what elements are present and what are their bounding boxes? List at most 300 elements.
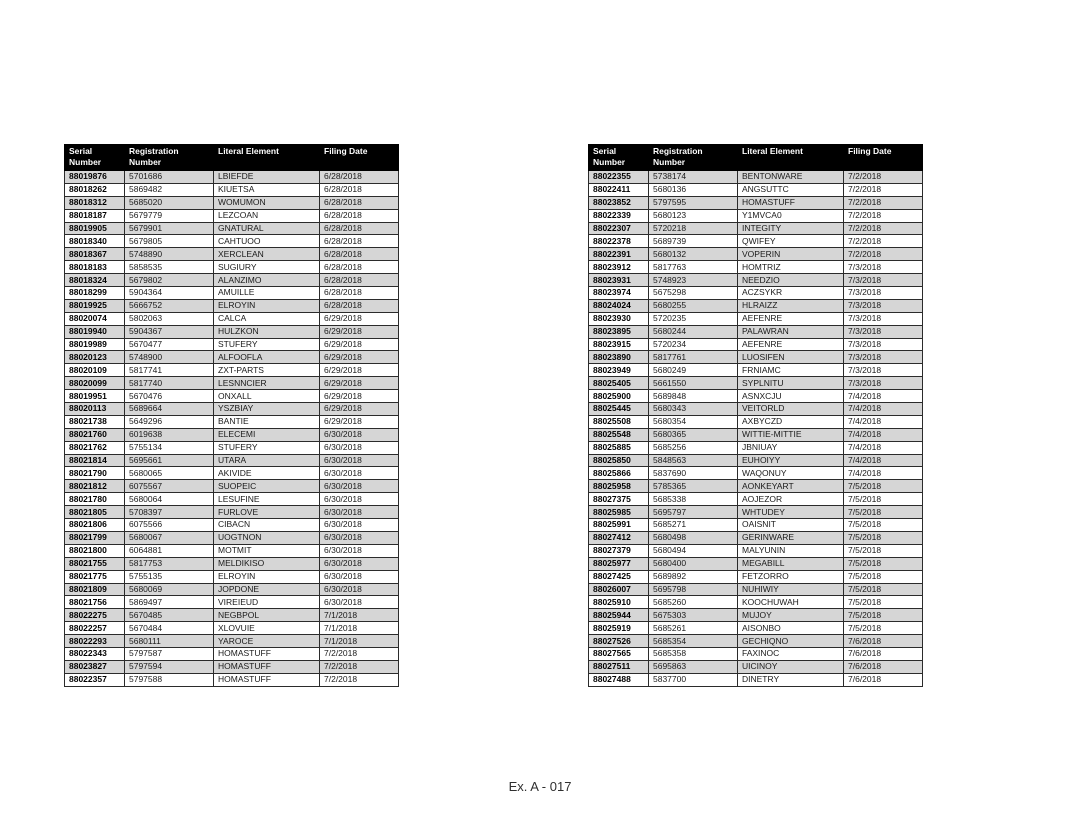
- table-row: [589, 209, 923, 222]
- table-cell: 88022357: [65, 673, 125, 686]
- table-cell: 88025508: [589, 415, 649, 428]
- table-cell: 88022355: [589, 171, 649, 184]
- table-cell: HLRAIZZ: [738, 299, 844, 312]
- table-cell: 5720234: [649, 338, 738, 351]
- table-cell: ACZSYKR: [738, 287, 844, 300]
- table-cell: 88025944: [589, 609, 649, 622]
- table-cell: VEITORLD: [738, 403, 844, 416]
- table-cell: AMUILLE: [214, 287, 320, 300]
- table-cell: 5701686: [125, 171, 214, 184]
- table-cell: 5837690: [649, 467, 738, 480]
- table-cell: 5680343: [649, 403, 738, 416]
- table-cell: 88019940: [65, 325, 125, 338]
- table-cell: OAISNIT: [738, 519, 844, 532]
- table-row: [65, 390, 399, 403]
- table-row: [65, 403, 399, 416]
- table-row: [589, 557, 923, 570]
- table-row: [589, 248, 923, 261]
- table-cell: 5680255: [649, 299, 738, 312]
- table-cell: 5708397: [125, 506, 214, 519]
- table-cell: 5670485: [125, 609, 214, 622]
- table-cell: INTEGITY: [738, 222, 844, 235]
- table-row: [65, 493, 399, 506]
- table-cell: JBNIUAY: [738, 441, 844, 454]
- table-cell: 7/3/2018: [844, 274, 923, 287]
- table-row: [65, 622, 399, 635]
- table-row: [589, 312, 923, 325]
- table-cell: 88018299: [65, 287, 125, 300]
- table-row: [589, 454, 923, 467]
- table-cell: 5680136: [649, 183, 738, 196]
- table-cell: 6/30/2018: [320, 480, 399, 493]
- table-cell: EUHOIYY: [738, 454, 844, 467]
- table-cell: 6/29/2018: [320, 415, 399, 428]
- table-cell: 88018340: [65, 235, 125, 248]
- table-cell: 5661550: [649, 377, 738, 390]
- table-cell: 7/3/2018: [844, 377, 923, 390]
- table-row: [65, 299, 399, 312]
- table-cell: 6/28/2018: [320, 196, 399, 209]
- table-cell: 6/29/2018: [320, 325, 399, 338]
- table-cell: 6/29/2018: [320, 403, 399, 416]
- table-cell: 5748923: [649, 274, 738, 287]
- table-cell: 5685020: [125, 196, 214, 209]
- table-cell: FETZORRO: [738, 570, 844, 583]
- table-cell: WITTIE-MITTIE: [738, 428, 844, 441]
- table-cell: 5797588: [125, 673, 214, 686]
- table-cell: 6/30/2018: [320, 428, 399, 441]
- table-cell: 88022275: [65, 609, 125, 622]
- table-row: [65, 673, 399, 686]
- table-cell: 7/2/2018: [844, 209, 923, 222]
- table-cell: GERINWARE: [738, 531, 844, 544]
- table-cell: 5689892: [649, 570, 738, 583]
- table-cell: UICINOY: [738, 660, 844, 673]
- column-header: Filing Date: [320, 145, 399, 171]
- table-cell: 7/4/2018: [844, 454, 923, 467]
- table-row: [65, 415, 399, 428]
- table-row: [589, 325, 923, 338]
- table-cell: 5685338: [649, 493, 738, 506]
- column-header: Literal Element: [738, 145, 844, 171]
- table-row: [65, 171, 399, 184]
- table-cell: 7/5/2018: [844, 519, 923, 532]
- table-cell: 88023890: [589, 351, 649, 364]
- table-row: [589, 583, 923, 596]
- table-cell: KOOCHUWAH: [738, 596, 844, 609]
- table-cell: 5685271: [649, 519, 738, 532]
- table-cell: 5680064: [125, 493, 214, 506]
- column-header: Filing Date: [844, 145, 923, 171]
- table-cell: 88022307: [589, 222, 649, 235]
- table-cell: 5680249: [649, 364, 738, 377]
- table-row: [65, 609, 399, 622]
- table-cell: 88025866: [589, 467, 649, 480]
- table-cell: WAQONUY: [738, 467, 844, 480]
- table-cell: 5755135: [125, 570, 214, 583]
- table-cell: 88027375: [589, 493, 649, 506]
- table-cell: 7/3/2018: [844, 364, 923, 377]
- table-row: [589, 609, 923, 622]
- table-cell: 5685354: [649, 635, 738, 648]
- table-cell: 6/30/2018: [320, 596, 399, 609]
- table-row: [65, 480, 399, 493]
- table-cell: 88027425: [589, 570, 649, 583]
- table-cell: UOGTNON: [214, 531, 320, 544]
- table-cell: 88023912: [589, 261, 649, 274]
- table-row: [65, 235, 399, 248]
- table-row: [65, 325, 399, 338]
- table-cell: 88022378: [589, 235, 649, 248]
- table-row: [65, 506, 399, 519]
- table-cell: 88019951: [65, 390, 125, 403]
- table-row: [589, 299, 923, 312]
- table-cell: 88021760: [65, 428, 125, 441]
- table-cell: 7/5/2018: [844, 622, 923, 635]
- table-cell: 5904364: [125, 287, 214, 300]
- table-row: [65, 428, 399, 441]
- table-row: [65, 467, 399, 480]
- table-cell: 5848563: [649, 454, 738, 467]
- table-cell: 5720218: [649, 222, 738, 235]
- table-cell: 88021755: [65, 557, 125, 570]
- table-cell: 7/4/2018: [844, 415, 923, 428]
- table-cell: 7/2/2018: [844, 248, 923, 261]
- table-cell: 7/2/2018: [320, 660, 399, 673]
- table-cell: 6/30/2018: [320, 570, 399, 583]
- table-cell: ANGSUTTC: [738, 183, 844, 196]
- table-cell: 5695798: [649, 583, 738, 596]
- table-row: [589, 390, 923, 403]
- table-row: [65, 377, 399, 390]
- table-cell: 6/28/2018: [320, 261, 399, 274]
- table-row: [589, 351, 923, 364]
- table-row: [589, 635, 923, 648]
- table-cell: 7/5/2018: [844, 557, 923, 570]
- table-cell: 5680498: [649, 531, 738, 544]
- table-cell: QWIFEY: [738, 235, 844, 248]
- table-cell: 7/3/2018: [844, 287, 923, 300]
- table-cell: 5670477: [125, 338, 214, 351]
- table-row: [589, 519, 923, 532]
- table-cell: HOMASTUFF: [738, 196, 844, 209]
- table-cell: DINETRY: [738, 673, 844, 686]
- table-cell: 5869482: [125, 183, 214, 196]
- table-cell: SUGIURY: [214, 261, 320, 274]
- table-cell: STUFERY: [214, 441, 320, 454]
- table-row: [65, 209, 399, 222]
- table-row: [589, 235, 923, 248]
- column-header: Registration Number: [125, 145, 214, 171]
- table-row: [589, 428, 923, 441]
- table-row: [65, 261, 399, 274]
- table-cell: MUJOY: [738, 609, 844, 622]
- table-cell: 7/2/2018: [320, 647, 399, 660]
- table-row: [65, 248, 399, 261]
- table-cell: 5675303: [649, 609, 738, 622]
- table-row: [65, 660, 399, 673]
- table-cell: 7/3/2018: [844, 325, 923, 338]
- table-cell: 5689848: [649, 390, 738, 403]
- table-cell: 6/30/2018: [320, 441, 399, 454]
- table-cell: 88021814: [65, 454, 125, 467]
- table-row: [65, 287, 399, 300]
- table-cell: 88018367: [65, 248, 125, 261]
- table-cell: 6/29/2018: [320, 390, 399, 403]
- table-cell: 5904367: [125, 325, 214, 338]
- table-cell: YSZBIAY: [214, 403, 320, 416]
- table-row: [589, 467, 923, 480]
- table-cell: 5817740: [125, 377, 214, 390]
- table-cell: 88022339: [589, 209, 649, 222]
- table-row: [589, 183, 923, 196]
- table-cell: 88022293: [65, 635, 125, 648]
- table-cell: 5689664: [125, 403, 214, 416]
- table-cell: 5802063: [125, 312, 214, 325]
- table-cell: 5675298: [649, 287, 738, 300]
- table-cell: 88021762: [65, 441, 125, 454]
- table-row: [589, 673, 923, 686]
- table-row: [65, 196, 399, 209]
- table-cell: 5695661: [125, 454, 214, 467]
- table-cell: 7/2/2018: [844, 196, 923, 209]
- table-cell: 7/5/2018: [844, 531, 923, 544]
- table-cell: XLOVUIE: [214, 622, 320, 635]
- table-cell: JOPDONE: [214, 583, 320, 596]
- table-cell: 7/1/2018: [320, 635, 399, 648]
- table-cell: 5755134: [125, 441, 214, 454]
- table-cell: 7/5/2018: [844, 506, 923, 519]
- table-cell: AEFENRE: [738, 338, 844, 351]
- table-cell: Y1MVCA0: [738, 209, 844, 222]
- column-header: Serial Number: [589, 145, 649, 171]
- table-cell: 6064881: [125, 544, 214, 557]
- table-row: [65, 635, 399, 648]
- table-row: [65, 570, 399, 583]
- table-row: [65, 183, 399, 196]
- table-cell: 5685261: [649, 622, 738, 635]
- table-row: [65, 222, 399, 235]
- table-cell: 7/3/2018: [844, 338, 923, 351]
- table-cell: ASNXCJU: [738, 390, 844, 403]
- table-cell: 88020123: [65, 351, 125, 364]
- table-row: [65, 338, 399, 351]
- table-cell: FRNIAMC: [738, 364, 844, 377]
- table-row: [65, 454, 399, 467]
- table-cell: 5695797: [649, 506, 738, 519]
- table-cell: 5748900: [125, 351, 214, 364]
- table-cell: 5797595: [649, 196, 738, 209]
- table-cell: 7/5/2018: [844, 609, 923, 622]
- table-cell: NUHIWIY: [738, 583, 844, 596]
- table-row: [589, 261, 923, 274]
- table-cell: CIBACN: [214, 519, 320, 532]
- table-cell: 7/5/2018: [844, 583, 923, 596]
- table-cell: 7/2/2018: [844, 171, 923, 184]
- table-row: [65, 441, 399, 454]
- table-cell: 88018183: [65, 261, 125, 274]
- table-cell: 7/6/2018: [844, 635, 923, 648]
- table-cell: MALYUNIN: [738, 544, 844, 557]
- table-cell: 5685358: [649, 647, 738, 660]
- table-cell: 7/4/2018: [844, 467, 923, 480]
- table-cell: ELECEMI: [214, 428, 320, 441]
- table-cell: 5738174: [649, 171, 738, 184]
- table-cell: GECHIQNO: [738, 635, 844, 648]
- table-row: [65, 351, 399, 364]
- table-cell: 7/2/2018: [844, 222, 923, 235]
- table-cell: 88027412: [589, 531, 649, 544]
- table-cell: 6/28/2018: [320, 183, 399, 196]
- table-cell: AOJEZOR: [738, 493, 844, 506]
- table-cell: 88024024: [589, 299, 649, 312]
- table-cell: 6/30/2018: [320, 557, 399, 570]
- table-cell: 88027379: [589, 544, 649, 557]
- trademark-table-right: [588, 144, 906, 687]
- table-cell: 88022343: [65, 647, 125, 660]
- table-cell: 88018312: [65, 196, 125, 209]
- table-cell: MOTMIT: [214, 544, 320, 557]
- table-row: [589, 596, 923, 609]
- table-cell: 88021780: [65, 493, 125, 506]
- table-cell: 6/28/2018: [320, 222, 399, 235]
- table-cell: ALANZIMO: [214, 274, 320, 287]
- table-cell: 5680067: [125, 531, 214, 544]
- table-cell: AXBYCZD: [738, 415, 844, 428]
- table-cell: 5679779: [125, 209, 214, 222]
- table-cell: WOMUMON: [214, 196, 320, 209]
- table-cell: 7/1/2018: [320, 609, 399, 622]
- table-cell: 88027511: [589, 660, 649, 673]
- table-cell: ONXALL: [214, 390, 320, 403]
- table-row: [65, 519, 399, 532]
- table-cell: 5649296: [125, 415, 214, 428]
- table-cell: UTARA: [214, 454, 320, 467]
- table-row: [65, 557, 399, 570]
- table-cell: HULZKON: [214, 325, 320, 338]
- table-cell: 5720235: [649, 312, 738, 325]
- table-row: [65, 647, 399, 660]
- table-cell: 5858535: [125, 261, 214, 274]
- table-row: [589, 196, 923, 209]
- table-cell: 88025405: [589, 377, 649, 390]
- table-cell: HOMTRIZ: [738, 261, 844, 274]
- table-cell: 5680111: [125, 635, 214, 648]
- table-cell: NEGBPOL: [214, 609, 320, 622]
- table-cell: 88025985: [589, 506, 649, 519]
- table-cell: 88023930: [589, 312, 649, 325]
- table-cell: YAROCE: [214, 635, 320, 648]
- table-cell: 6/30/2018: [320, 583, 399, 596]
- table-cell: 88022411: [589, 183, 649, 196]
- column-header: Registration Number: [649, 145, 738, 171]
- table-cell: 88021756: [65, 596, 125, 609]
- table-row: [65, 583, 399, 596]
- column-header: Serial Number: [65, 145, 125, 171]
- table-cell: 88019925: [65, 299, 125, 312]
- table-row: [65, 544, 399, 557]
- table-cell: SYPLNITU: [738, 377, 844, 390]
- table-row: [589, 222, 923, 235]
- table-cell: 88027526: [589, 635, 649, 648]
- table-cell: 7/4/2018: [844, 441, 923, 454]
- table-cell: 5679805: [125, 235, 214, 248]
- table-cell: 7/6/2018: [844, 647, 923, 660]
- table-row: [65, 531, 399, 544]
- table-cell: 6/28/2018: [320, 171, 399, 184]
- table-row: [589, 622, 923, 635]
- table-cell: 5680244: [649, 325, 738, 338]
- table-cell: 5785365: [649, 480, 738, 493]
- table-cell: 7/5/2018: [844, 480, 923, 493]
- table-header-row: [65, 145, 399, 171]
- table-cell: 5679901: [125, 222, 214, 235]
- table-cell: 88027565: [589, 647, 649, 660]
- table-cell: 7/5/2018: [844, 596, 923, 609]
- table-cell: SUOPEIC: [214, 480, 320, 493]
- table-cell: 6/28/2018: [320, 209, 399, 222]
- table-row: [589, 415, 923, 428]
- table-cell: 5689739: [649, 235, 738, 248]
- table-cell: 5817763: [649, 261, 738, 274]
- table-cell: 88021805: [65, 506, 125, 519]
- table-cell: ALFOOFLA: [214, 351, 320, 364]
- table-cell: WHTUDEY: [738, 506, 844, 519]
- table-cell: LUOSIFEN: [738, 351, 844, 364]
- table-cell: 5817761: [649, 351, 738, 364]
- table-cell: 6/28/2018: [320, 235, 399, 248]
- table-cell: 6/30/2018: [320, 519, 399, 532]
- table-cell: 5679802: [125, 274, 214, 287]
- table-cell: 88020109: [65, 364, 125, 377]
- table-cell: AISONBO: [738, 622, 844, 635]
- table-cell: CAHTUOO: [214, 235, 320, 248]
- table-row: [589, 660, 923, 673]
- table-cell: 88018324: [65, 274, 125, 287]
- table-cell: 5837700: [649, 673, 738, 686]
- table-row: [589, 171, 923, 184]
- table-cell: 5797587: [125, 647, 214, 660]
- table-cell: 6/29/2018: [320, 364, 399, 377]
- table-cell: 6075567: [125, 480, 214, 493]
- table-cell: 6/30/2018: [320, 454, 399, 467]
- table-cell: 88026007: [589, 583, 649, 596]
- table-cell: 88021800: [65, 544, 125, 557]
- table-cell: 88025900: [589, 390, 649, 403]
- table-cell: CALCA: [214, 312, 320, 325]
- table-cell: FURLOVE: [214, 506, 320, 519]
- table-cell: 7/6/2018: [844, 673, 923, 686]
- table-cell: 7/5/2018: [844, 493, 923, 506]
- table-cell: 6/28/2018: [320, 287, 399, 300]
- table-cell: 88019989: [65, 338, 125, 351]
- table-cell: 7/2/2018: [844, 183, 923, 196]
- trademark-table-left: [64, 144, 382, 687]
- table-cell: 5670476: [125, 390, 214, 403]
- table-cell: 88021809: [65, 583, 125, 596]
- table-cell: ELROYIN: [214, 299, 320, 312]
- table-cell: VIREIEUD: [214, 596, 320, 609]
- table-cell: 7/2/2018: [844, 235, 923, 248]
- table-cell: 6075566: [125, 519, 214, 532]
- table-row: [589, 480, 923, 493]
- table-cell: 88023827: [65, 660, 125, 673]
- column-header: Literal Element: [214, 145, 320, 171]
- table-cell: 88018187: [65, 209, 125, 222]
- table-cell: AONKEYART: [738, 480, 844, 493]
- table-cell: 6/30/2018: [320, 467, 399, 480]
- table-cell: 88025958: [589, 480, 649, 493]
